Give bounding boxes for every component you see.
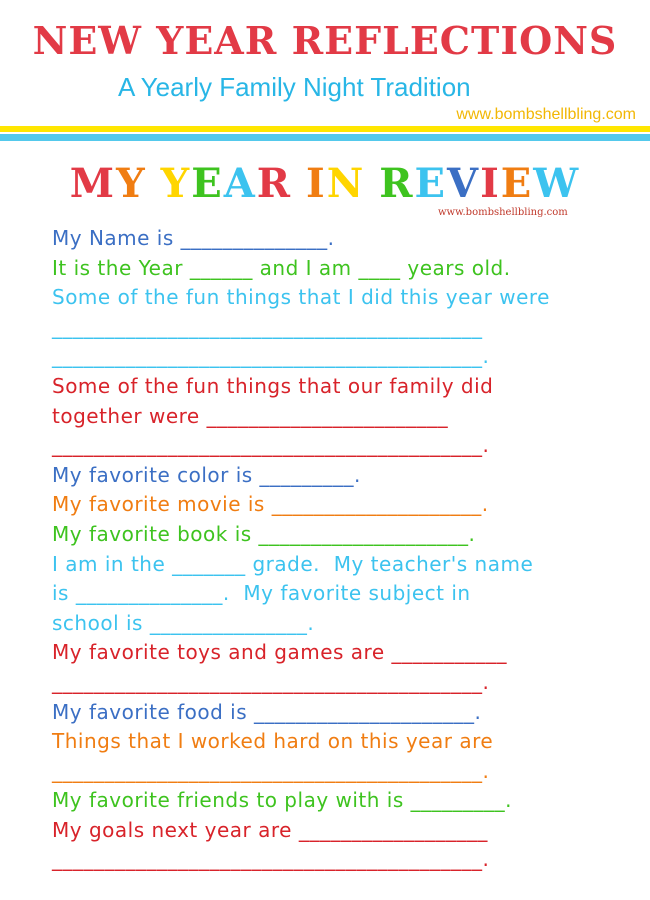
worksheet-line: My favorite movie is ____________________. (52, 492, 489, 517)
review-title-letter: M (69, 160, 117, 207)
worksheet-line: _________________________________________. (52, 758, 490, 783)
worksheet-line: My goals next year are __________________ (52, 817, 488, 842)
review-title-letter: W (533, 160, 581, 207)
worksheet-line: I am in the _______ grade. My teacher's name (52, 551, 534, 576)
worksheet-line: Some of the fun things that I did this year were (52, 285, 550, 310)
review-title-letter: R (379, 160, 415, 207)
worksheet-line: My Name is ______________. (52, 226, 335, 250)
yellow-stripe (0, 126, 650, 132)
worksheet-line: _________________________________________. (52, 669, 490, 694)
worksheet-line: _________________________________________. (52, 433, 490, 458)
blue-stripe (0, 134, 650, 141)
review-title-letter: I (480, 160, 501, 207)
review-title-letter: R (256, 160, 292, 207)
worksheet-line: _________________________________________. (52, 344, 490, 369)
worksheet-line: school is _______________. (52, 610, 315, 635)
review-title-letter: I (305, 160, 327, 207)
review-title-letter: V (447, 160, 481, 207)
review-title (0, 160, 650, 207)
worksheet-line: It is the Year ______ and I am ____ years old. (52, 255, 511, 280)
worksheet-line: _________________________________________ (52, 314, 483, 339)
worksheet-line: My favorite friends to play with is _________. (52, 788, 512, 813)
worksheet-line: My favorite food is _____________________. (52, 699, 482, 724)
review-title-letter: E (414, 160, 448, 207)
worksheet-line: My favorite toys and games are ___________ (52, 640, 507, 665)
worksheet-line: Things that I worked hard on this year are (52, 729, 494, 754)
worksheet-line: Some of the fun things that our family did (52, 373, 494, 398)
page-subtitle: A Yearly Family Night Tradition (118, 72, 471, 102)
header-website: www.bombshellbling.com (456, 106, 636, 123)
page-title: NEW YEAR REFLECTIONS (32, 18, 618, 63)
worksheet-lines (52, 224, 612, 875)
review-title-letter: A (223, 160, 257, 207)
review-title-letter: N (326, 160, 366, 207)
review-website: www.bombshellbling.com (438, 207, 568, 218)
review-title-letter: Y (160, 160, 192, 207)
review-title-letter (365, 160, 379, 207)
review-title-letter: E (500, 160, 534, 207)
review-title-letter: Y (116, 160, 147, 207)
worksheet-line: My favorite book is ____________________. (52, 521, 476, 546)
review-title-letter: E (191, 160, 224, 207)
review-title-letter (147, 160, 161, 207)
worksheet-line: together were _______________________ (52, 403, 449, 428)
worksheet-line: _________________________________________. (52, 847, 490, 872)
review-title-letter (292, 160, 306, 207)
worksheet-line: is ______________. My favorite subject in (52, 581, 471, 606)
worksheet-line: My favorite color is _________. (52, 462, 361, 487)
